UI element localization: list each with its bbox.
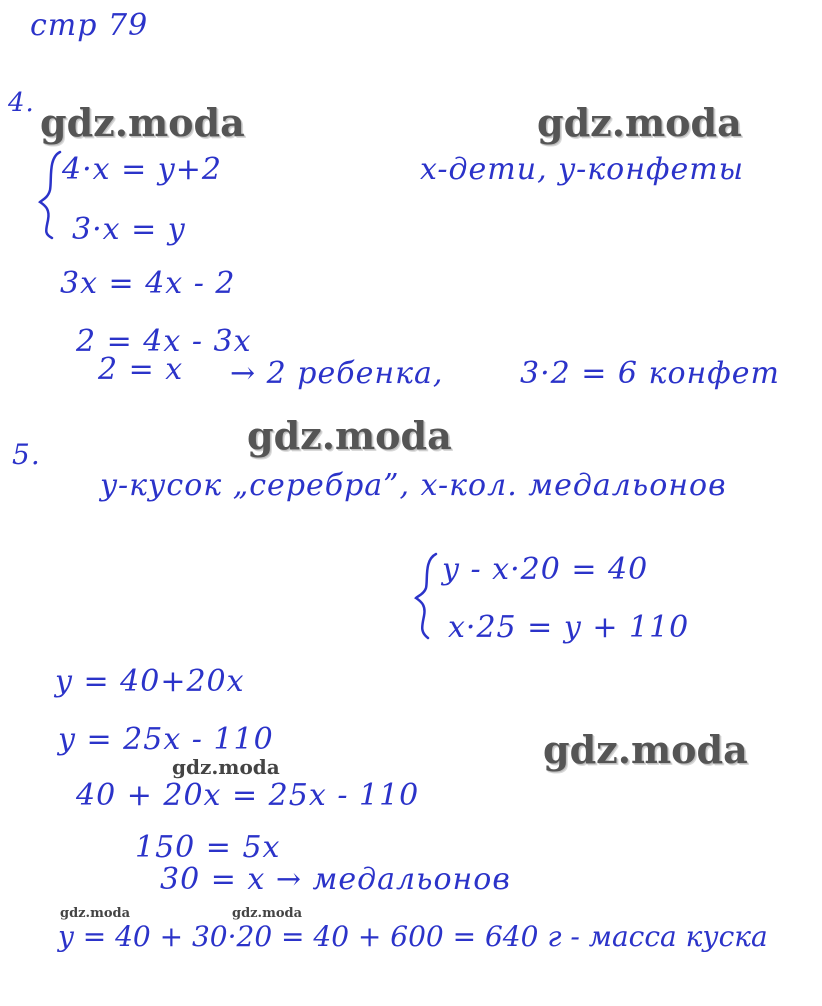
problem-5-legend: y-кусок „серебра”, x-кол. медальонов bbox=[100, 468, 727, 503]
watermark: gdz.moda bbox=[543, 727, 748, 772]
problem-4-step2: 2 = 4x - 3x bbox=[76, 324, 252, 359]
watermark: gdz.moda bbox=[40, 100, 245, 145]
watermark: gdz.moda bbox=[60, 906, 131, 921]
problem-5-sys1: y - x·20 = 40 bbox=[442, 552, 649, 587]
problem-4-eq2: 3·x = y bbox=[72, 212, 186, 247]
problem-5-step1: y = 40+20x bbox=[55, 664, 245, 699]
problem-5-step4: 150 = 5x bbox=[135, 830, 281, 865]
problem-4-answer1: → 2 ребенка, bbox=[230, 356, 444, 391]
page-header: стр 79 bbox=[30, 8, 149, 43]
problem-5-step3: 40 + 20x = 25x - 110 bbox=[76, 778, 420, 813]
system-brace bbox=[414, 552, 444, 642]
problem-4-number: 4. bbox=[8, 88, 35, 118]
problem-4-answer2: 3·2 = 6 конфет bbox=[520, 356, 780, 391]
watermark: gdz.moda bbox=[537, 100, 742, 145]
problem-5-number: 5. bbox=[12, 438, 41, 471]
problem-4-step1: 3x = 4x - 2 bbox=[60, 266, 236, 301]
problem-5-step5: 30 = x → медальонов bbox=[160, 862, 511, 897]
watermark: gdz.moda bbox=[172, 755, 280, 779]
problem-5-sys2: x·25 = y + 110 bbox=[448, 610, 690, 645]
problem-4-eq1: 4·x = y+2 bbox=[62, 152, 222, 187]
problem-5-final: y = 40 + 30·20 = 40 + 600 = 640 г - масса куска bbox=[58, 920, 768, 953]
problem-5-step2: y = 25x - 110 bbox=[58, 722, 274, 757]
problem-4-step3: 2 = x bbox=[98, 352, 184, 387]
problem-4-legend: x-дети, y-конфеты bbox=[420, 152, 745, 187]
watermark: gdz.moda bbox=[232, 906, 303, 921]
watermark: gdz.moda bbox=[247, 413, 452, 458]
